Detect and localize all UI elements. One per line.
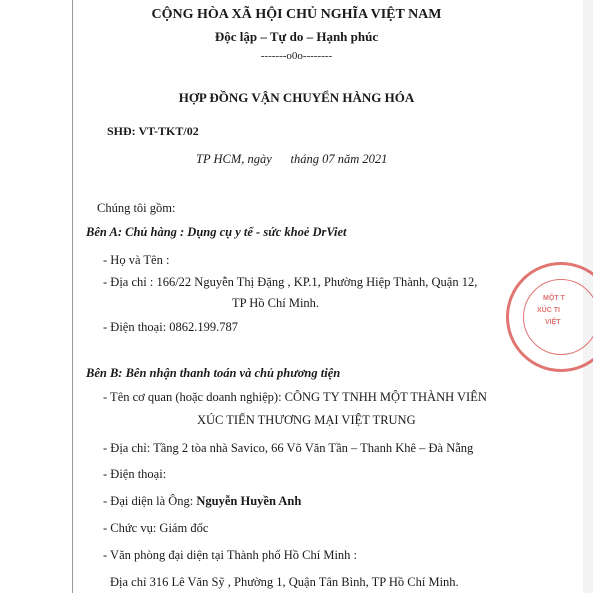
contract-title: HỢP ĐỒNG VẬN CHUYỂN HÀNG HÓA: [178, 90, 415, 105]
page-border-line: [72, 0, 73, 593]
stamp-text-1: MỘT T: [543, 295, 565, 302]
party-b-office-address: Địa chỉ 316 Lê Văn Sỹ , Phường 1, Quận Tân Bình, TP Hồ Chí Minh.: [110, 575, 459, 589]
country-heading: CỘNG HÒA XÃ HỘI CHỦ NGHĨA VIỆT NAM: [151, 7, 442, 22]
party-a-phone: - Điện thoại: 0862.199.787: [103, 320, 239, 334]
stamp-inner-ring: [523, 279, 593, 355]
stamp-text-3: VIỆT: [545, 319, 561, 326]
party-a-address-2: TP Hồ Chí Minh.: [232, 296, 320, 310]
party-b-org-2: XÚC TIẾN THƯƠNG MẠI VIỆT TRUNG: [197, 413, 416, 427]
place-date: TP HCM, ngày tháng 07 năm 2021: [196, 152, 388, 166]
party-a-heading: Bên A: Chủ hàng : Dụng cụ y tế - sức khoẻ DrViet: [86, 225, 347, 239]
header-separator: -------o0o--------: [260, 50, 333, 62]
motto: Độc lập – Tự do – Hạnh phúc: [214, 29, 379, 44]
rep-prefix: - Đại diện là Ông:: [103, 494, 197, 508]
party-b-heading: Bên B: Bên nhận thanh toán và chủ phương tiện: [86, 366, 341, 380]
party-a-address-1: - Địa chỉ : 166/22 Nguyễn Thị Đặng , KP.1, Phường Hiệp Thành, Quận 12,: [103, 275, 478, 289]
party-a-name: - Họ và Tên :: [103, 253, 170, 267]
party-b-address: - Địa chỉ: Tầng 2 tòa nhà Savico, 66 Võ Văn Tần – Thanh Khê – Đà Nẵng: [103, 441, 474, 455]
stamp-text-2: XÚC TI: [537, 307, 560, 314]
party-b-phone: - Điện thoại:: [103, 467, 167, 481]
company-stamp: [506, 262, 593, 372]
intro-text: Chúng tôi gồm:: [97, 201, 176, 215]
party-b-position: - Chức vụ: Giám đốc: [103, 521, 209, 535]
party-b-office: - Văn phòng đại diện tại Thành phố Hồ Chí Minh :: [103, 548, 358, 562]
party-b-org-1: - Tên cơ quan (hoặc doanh nghiệp): CÔNG TY TNHH MỘT THÀNH VIÊN: [103, 390, 487, 404]
contract-number: SHĐ: VT-TKT/02: [107, 124, 199, 138]
rep-name: Nguyễn Huyền Anh: [196, 494, 302, 508]
party-b-representative: [103, 494, 301, 509]
